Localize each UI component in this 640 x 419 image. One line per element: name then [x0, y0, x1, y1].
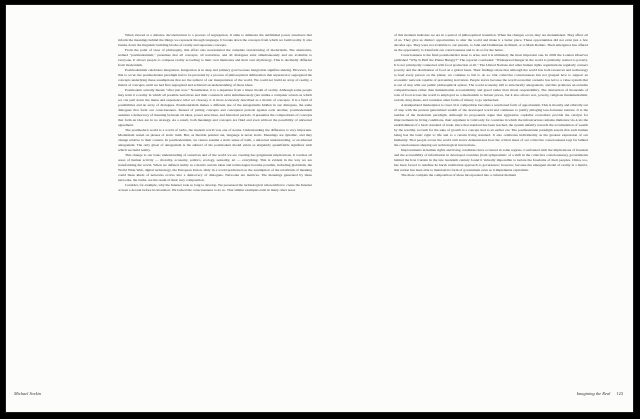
left-paragraph: Postmodernism celebrates integration. Integration is in deep and primary goal because integration signifies sharing. However, for this to occur, the postmodernist paradigm had to be preceded by a process of philosophical deliberation that separated or segregated the concepts underlying these assumptions that are the subtext of our interpretation of the world. We could not build an array of reality, a matrix of concepts, until we had first segregated and achieved an understanding of those ideas.	[118, 67, 312, 87]
left-page-text-column	[118, 33, 312, 193]
right-page-footer-title: Imagining the Real	[576, 391, 611, 396]
left-paragraph: From the point of view of philosophy, this effort also necessitated the complete restructuring of modernism. The alternative, termed "postmodernism," presumes that all concepts, all narratives, and all dialogues exist simultaneously and are available to everyone. It allows people to compose reality according to their own memories and their own mythology. This is decidedly different from modernism.	[118, 47, 312, 67]
right-paragraph: Consciousness is the final postmodernist issue to arise, and it is ultimately the most important one. In 2002 the London Observer published "Why Is Half the Planet Hungry?" The reporter concluded: "Widespread hunger in the world is primarily related to poverty. It is not principally connected with food production at all." The United Nations and other human rights organizations regularly connect poverty and the distribution of food on a global basis. Their findings relate that although the world has both resources and technology to feed every person on the planet, we continue to fail to do so. Our collective consciousness has not grasped how to support an economic network capable of preventing starvation. People starve because the world economic scenario has led to a value system that is out of step with our public philosophical syntax. The world economy still is structurally antagonistic, and this promotes an extreme competitiveness rather than humanitarian accountability and greed rather than moral responsibility. The destruction of thousands of tons of food across the world is employed as a mechanism to bolster prices, but it also allows war, poverty, religious fundamentalism, racism, drug abuse, and countless other forms of misery to go unchecked.	[394, 52, 588, 102]
left-paragraph: When viewed at a distance deconstruction is a process of segregation. It aims to delineate the subliminal power structures that inform the meanings behind the things we represent through language. It breaks down the concepts from which we build reality. It also breaks down the linguistic building blocks of reality and separates concepts.	[118, 33, 312, 47]
left-paragraph: This change to our basic understanding of ourselves and of the world we are creating has gargantuan implications. It touches all areas of human activity — morality, economy, politics, ecology, sexuality, art — everything. This is evident in the way we are transforming the world. When we defined reality as a matrix certain ideas and technologies became possible, including globalism, the World Wide Web, digital technology, the European Union. Only in a world predicated on the assumption of the relativism of meaning could these kinds of networks evolve into a democracy of dialogues. Networks are matrices. The meanings generated by these networks, the truths, are the result of their very composition.	[118, 152, 312, 182]
right-page-footer	[577, 391, 623, 396]
right-page-text-column	[394, 33, 588, 178]
left-paragraph: Consider, for example, why the Internet took so long to develop. We possessed the technological wherewithal to create the Internet at least a decade before its invention. We lacked the consciousness to do so. That similar examples exist in many other areas	[118, 182, 312, 192]
right-paragraph: of this moment indicates we are in a period of philosophical transition. When the changes occur, they are monumental. They affect all of us. They give us distinct opportunities to alter the world and make it a better place. These opportunities did not exist just a few decades ago. They were not available to our parents, to John and Dominique de Menil, or to Mark Rothko. Their emergence has offered us the opportunity to transform our consciousness and to do so for the better.	[394, 33, 588, 52]
right-paragraph: Improvements in human rights and living conditions have occurred in some regions. Confronted with the implications of freedom and the accessibility of information in developed countries (both symptomatic of a shift in the collective consciousness), governments behind the Iron Curtain in the late twentieth century found it virtually impossible to isolate the freedoms of their peoples. China, too, has been forced to redefine its harsh totalitarian approach to governance; however, because the emergent model of reality is a matrix, that nation has been able to maintain its form of government even as it implements capitalism.	[394, 147, 588, 172]
right-paragraph: A manipulated marketplace is cruel. In it competition becomes a sanctioned form of opportunism. This is morally and ethically out of step with the present generalized wealth of the developed world and continues to justify pillaging less-fortunate nations. It is the residue of the modernist paradigm. Although its proponents argue that aggressive capitalist economics provide the catalyst for improvements in living conditions, their argument is valid only for countries in which the infrastructure remains immature vis-à-vis the establishment of a basic standard of trade. Once that standard has been reached, the system unfairly rewards the accumulation of wealth by the wealthy. Growth for the sake of growth is a concept tied to an earlier era. The postmodernist paradigm asserts that each human being has the basic right to life and to a certain living standard. It also celebrates individuality as the greatest expression of our humanity. That people across the world still starve demonstrates how the critical mass of our collective consciousness lags far behind the consciousness shaping our technological innovations.	[394, 102, 588, 147]
left-paragraph: The postmodern world is a world of verbs, the modern world was one of nouns. Understanding the difference is very important. Modernism rested on phases of static truth. But, as Derrida pointed out, language is never static. Meanings are dynamic, and they change relative to their context. In postmodernism, we cannot assume a static sense of truth, a universal understanding, or an ethereal antagonism. The only ghost of antagonism is the subtext of the postmodern model exists as singularly quantifiable signifiers with which we build reality.	[118, 127, 312, 152]
book-spread	[6, 5, 633, 412]
right-paragraph: The more complex the composition of ideas incorporated into a cultural moment	[401, 172, 517, 177]
page-number: 123	[616, 391, 623, 396]
left-paragraph: Postmodern actually means "after just now." Nonetheless, it is a departure from a linear model of reality. Although some people may term it a reality in which all possible narratives and their constructs exist simultaneously (not unlike a computer screen on which we can pull down the menu and experience what we choose), it is more accurately described as a matrix of concepts. It is a field of possibilities and an array of dialogues. Postmodernism makes a different use of the antagonisms hidden in our dialogues, the same dialogues that form our consciousness. Instead of pitting concepts and conceptual periods against each another, postmodernism assumes a democracy of meaning between all ideas, power structures, and historical periods. It presumes the compositions of concepts that form an idea are in no strategy. As a result, both meanings and concepts are fluid and even without the possibility of universal agreement.	[118, 87, 312, 127]
left-page-footer: Michael Sorkin	[14, 391, 41, 396]
